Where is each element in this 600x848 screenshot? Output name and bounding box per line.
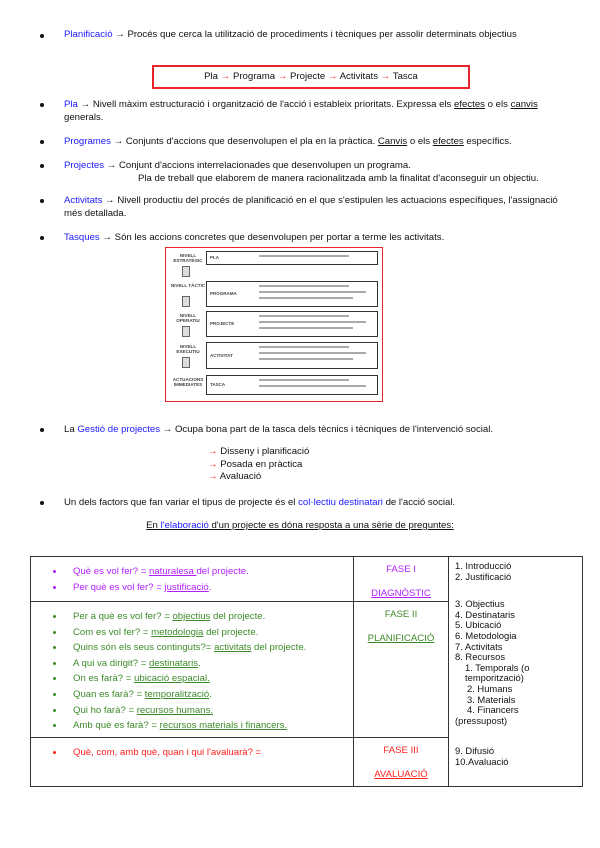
index-item: 9. Difusió [455,745,495,757]
flow-item: Activitats [339,71,379,82]
arrow: → [102,195,118,206]
text-line [259,291,366,293]
text-line [259,352,366,354]
text-line [259,358,353,360]
index-item: 3. Materials [467,693,516,705]
answer: activitats [214,642,252,654]
step: → Avaluació [208,471,262,482]
level-label: NIVELL EXECUTIU [176,344,200,354]
question: Quan es farà? = [73,688,145,700]
arrow: → [104,160,119,171]
question-rest: . [208,581,212,593]
step: → Disseny i planificació [208,446,310,457]
question: Què es vol fer? = [73,566,149,577]
text: Pla de treball que elaborem de manera racionalitzada amb la finalitat d'aconseguir un objectiu. [138,173,539,184]
level-box-label: PROJECTE [210,321,235,326]
arrow-icon: → [325,71,340,82]
answer: ubicació espacial. [134,673,210,685]
project-index [449,557,583,787]
phase1-label: FASE I DIAGNÒSTIC [354,557,449,602]
text: efectes [432,136,464,147]
question: Per què es vol fer? = [73,581,165,593]
index-item: 4. Destinataris [455,608,515,620]
level-label: NIVELL OPERATIU [176,313,200,323]
index-item: 2. Justificació [455,570,512,582]
question-rest: del projecte. [210,611,266,622]
text: Són les accions concretes que desenvolupen per portar a terme les activitats. [114,232,445,243]
question-rest: del projecte. [196,566,249,577]
spacer [455,726,578,746]
bullet [40,501,44,505]
definition: Procés que cerca la utilització de procediments i tècniques per assolir determinats objectius [124,29,517,40]
index-item: 4. Financers [467,704,519,716]
question-item [53,580,353,596]
index-item: 6. Metodologia [455,629,517,641]
text-line [259,385,366,387]
question: A qui va dirigit? = [73,657,149,669]
index-item: 1. Introducció [455,560,512,571]
question-item [53,671,353,687]
text: Canvis [377,136,408,147]
question-item [53,564,353,580]
term: col·lectiu destinatari [298,497,383,508]
text: La [64,424,78,435]
arrow: → [110,136,126,147]
bullet [40,140,44,144]
question-rest: del projecte. [203,626,259,638]
level-box [206,281,378,307]
question-rest: . [209,688,212,700]
text-line [259,297,353,299]
level-box-label: TASCA [210,382,226,387]
level-label: NIVELL TÀCTIC [170,283,206,288]
answer: justificació [164,581,209,593]
level-box [206,375,378,395]
bullet [40,103,44,107]
text-line [259,285,349,287]
step: → Posada en pràctica [208,458,303,470]
text: de l'acció social. [382,497,456,508]
question-item [53,703,353,719]
term: Projectes [64,160,104,171]
index-item: 1. Temporals (o temporització) [465,661,530,684]
text-line [259,346,349,348]
text: Nivell màxim estructuració i organització de l'acció i estableix prioritats. Expressa els [92,99,455,110]
index-item: 2. Humans [467,682,513,694]
question-item [53,718,353,734]
flow-item: Projecte [290,71,326,82]
term: Tasques [64,232,100,243]
question: Quins són els seus continguts?= [73,642,215,654]
question-rest: del projecte. [251,642,307,654]
answer: metodologia [151,626,204,638]
level-box [206,311,378,337]
index-item: 10.Avaluació [455,755,509,767]
answer: objectius [172,611,211,622]
index-item: 5. Ubicació [455,619,502,631]
spacer [455,582,578,599]
term: Gestió de projectes [77,424,161,435]
down-arrow-icon [182,266,190,277]
phase2-questions [31,602,353,734]
level-label: ACTUACIONS IMMEDIATES [172,377,204,387]
planificacio-item [64,28,564,41]
text-line [259,327,353,329]
text: o els [484,99,511,110]
gestio-steps [208,446,309,484]
index-item: 7. Activitats [455,640,503,652]
text: Conjunt d'accions interrelacionades que desenvolupen un programa. [118,160,411,171]
bullet [40,428,44,432]
text: específics. [463,136,512,147]
text: generals. [64,112,104,123]
text: Conjunts d'accions que desenvolupen el pla en la pràctica. [125,136,378,147]
phase3-questions [31,738,353,761]
level-box [206,251,378,265]
phase2-label: FASE II PLANIFICACIÓ [354,602,449,738]
question-rest: . [198,657,201,669]
answer: recursos materials i financers. [159,720,288,732]
term: Pla [64,99,78,110]
text-line [259,321,366,323]
down-arrow-icon [182,326,190,337]
phase3-label: FASE III AVALUACIÓ [354,738,449,787]
programes-item [64,135,564,148]
text-line [259,379,349,381]
text: o els [407,136,433,147]
text: Ocupa bona part de la tasca dels tècnics i tècniques de l'intervenció social. [174,424,494,435]
text-line [259,255,349,257]
question-item [53,609,353,625]
index-item: 8. Recursos [455,651,506,663]
question: On es farà? = [73,673,135,685]
level-label: NIVELL ESTRATÈGIC [173,253,203,263]
down-arrow-icon [182,296,190,307]
bullet [40,164,44,168]
question: Qui ho farà? = [73,704,137,716]
index-item: 3. Objectius [455,598,505,610]
question: Per a què es vol fer? = [73,611,173,622]
table-intro: En l'elaboració d'un projecte es dóna resposta a una sèrie de preguntes: [146,520,454,531]
question: Amb què es farà? = [73,720,160,732]
arrow: → [77,99,93,110]
question-item [53,745,353,761]
arrow-icon: → [378,71,393,82]
down-arrow-icon [182,357,190,368]
arrow-icon: → [275,71,291,82]
arrow: → [160,424,175,435]
text-line [259,315,349,317]
bullet [40,236,44,240]
factors-item [64,496,564,509]
tasques-item [64,231,564,244]
bullet [40,34,44,38]
answer: temporalització [144,688,210,700]
question-item [53,625,353,641]
question-item [53,640,353,656]
index-item: (pressupost) [455,714,508,726]
level-box [206,342,378,369]
term: Activitats [64,195,103,206]
arrow-icon: → [218,71,233,82]
term: Programes [64,136,111,147]
flow-item: Programa [232,71,276,82]
gestio-item [64,423,564,436]
level-box-label: ACTIVITAT [210,352,233,358]
arrow: → [99,232,115,243]
bullet [40,199,44,203]
question-item [53,656,353,672]
flow-item: Tasca [392,71,418,82]
pla-item [64,98,564,124]
projectes-item [64,159,564,185]
phase1-questions [31,557,353,595]
arrow: → [115,29,125,40]
text: efectes [454,99,485,110]
question-item [53,687,353,703]
planning-levels-diagram [165,247,383,402]
flow-box [152,65,470,89]
level-box-label: PROGRAMA [210,291,237,296]
text: Un dels factors que fan variar el tipus de projecte és el [64,497,299,508]
answer: recursos humans. [136,704,213,716]
level-box-label: PLA [210,255,219,260]
answer: naturalesa [149,566,197,577]
project-phases-table [30,556,583,787]
answer: destinataris [149,657,199,669]
question: Què, com, amb què, quan i qui l'avaluarà? = [73,747,262,758]
text: Nivell productiu del procés de planificació en el que s'estipulen les actuacions específiques, l'assignació més detallada. [64,195,558,219]
activitats-item [64,194,564,220]
term: Planificació [64,29,113,40]
text: canvis [510,99,538,110]
flow-item: Pla [204,71,219,82]
question: Com es vol fer? = [73,626,152,638]
